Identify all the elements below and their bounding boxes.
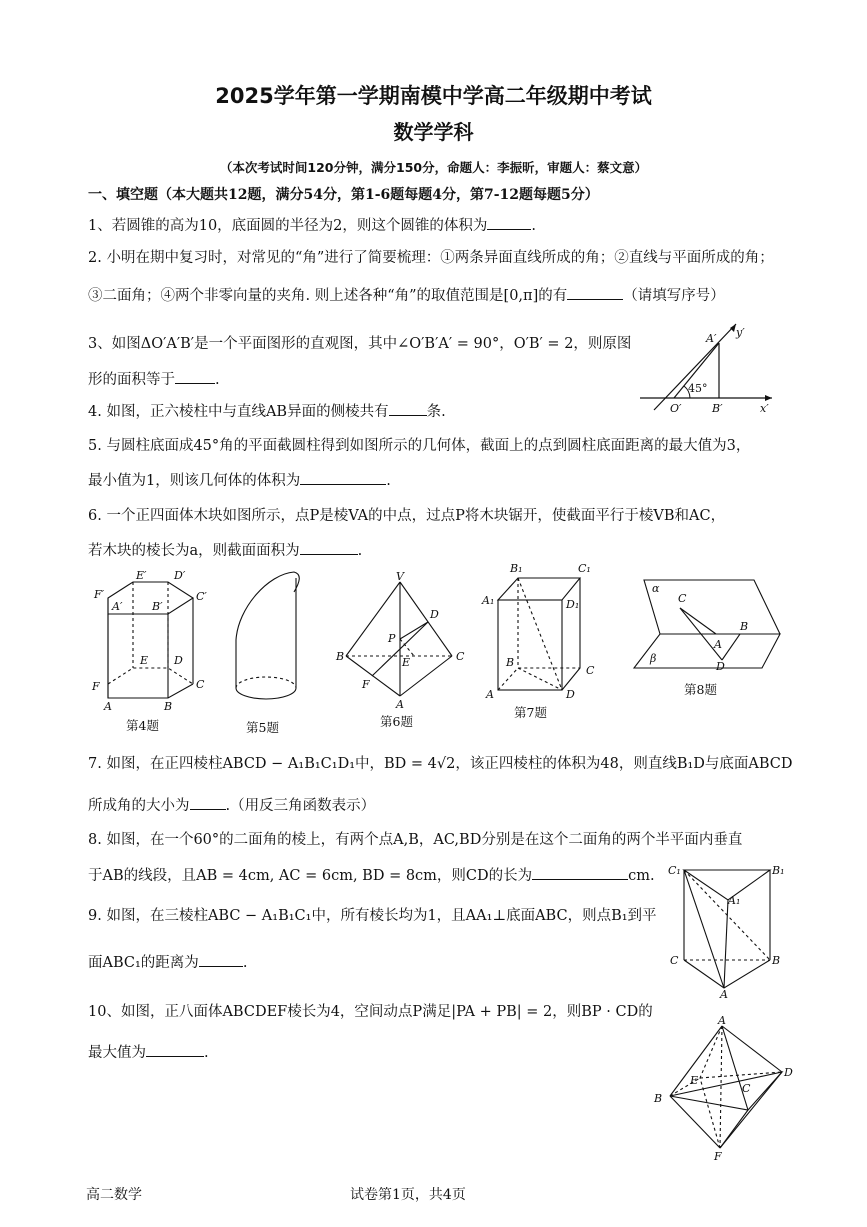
figure-q8-dihedral [630, 574, 790, 674]
bottom-back [108, 668, 193, 684]
question-8-line1: 8. 如图，在一个60°的二面角的棱上，有两个点A,B，AC,BD分别是在这个二面角的两个半平面内垂直 [88, 832, 743, 848]
axis-AF [720, 1026, 722, 1148]
edge-AD [722, 1026, 782, 1072]
label-F: F [362, 678, 370, 691]
label-C1: C₁ [668, 864, 681, 877]
label-B: B [772, 954, 781, 967]
exam-title: 2025学年第一学期南模中学高二年级期中考试 [215, 84, 652, 108]
q1-text: 1、若圆锥的高为10，底面圆的半径为2，则这个圆锥的体积为 [88, 218, 488, 234]
caption-fig8: 第8题 [684, 682, 717, 697]
label-angle: 45° [688, 382, 708, 395]
caption-fig5: 第5题 [246, 720, 279, 735]
q10-text: 最大值为 [88, 1045, 146, 1061]
label-D: D [430, 608, 439, 621]
edge-BA [346, 656, 400, 696]
base-back [236, 677, 296, 688]
label-A: A [720, 988, 728, 1001]
label-C2: C′ [196, 590, 207, 603]
question-8-line2 [88, 865, 655, 886]
question-7-line2 [88, 795, 375, 816]
q7-text: 所成角的大小为 [88, 798, 190, 814]
answer-blank [389, 401, 427, 416]
label-A: A [104, 700, 112, 713]
caption-fig4: 第4题 [126, 718, 159, 733]
label-F: F [92, 680, 100, 693]
label-B1: B₁ [510, 562, 523, 575]
question-6-line1: 6. 一个正四面体木块如图所示，点P是棱VA的中点，过点P将木块锯开，使截面平行于棱VB和AC， [88, 508, 726, 524]
label-A: A [718, 1014, 726, 1027]
label-P: P [388, 632, 396, 645]
section-line-2 [400, 622, 428, 639]
question-10-line1: 10、如图，正八面体ABCDEF棱长为4，空间动点P满足|PA + PB| = 2，则BP · CD的 [88, 1004, 653, 1020]
label-A1: A₁ [728, 894, 741, 907]
question-5-line1: 5. 与圆柱底面成45°角的平面截圆柱得到如图所示的几何体，截面上的点到圆柱底面距离的最大值为3， [88, 438, 751, 454]
q5-text: 最小值为1，则该几何体的体积为 [88, 473, 301, 489]
figure-q7-square-prism [478, 560, 608, 705]
subject-title: 数学学科 [393, 120, 474, 144]
label-B: B [164, 700, 173, 713]
question-4 [88, 401, 446, 422]
q4-end: 条. [426, 404, 446, 420]
label-C1: C₁ [578, 562, 591, 575]
front-edges [670, 1072, 782, 1110]
question-7-line1: 7. 如图，在正四棱柱ABCD − A₁B₁C₁D₁中，BD = 4√2，该正四棱柱的体积为48，则直线B₁D与底面ABCD [88, 756, 793, 772]
bottom-front [108, 684, 193, 698]
label-B: B [336, 650, 345, 663]
footer-subject: 高二数学 [86, 1187, 142, 1203]
y-axis [654, 324, 736, 410]
label-A: A [714, 638, 722, 651]
upper-plane [644, 580, 780, 634]
label-C: C [670, 954, 679, 967]
label-E: E [690, 1074, 699, 1087]
label-alpha: α [652, 582, 660, 595]
label-B1: B₁ [772, 864, 785, 877]
label-D: D [566, 688, 575, 701]
answer-blank [487, 215, 531, 230]
answer-blank [300, 540, 358, 555]
q9-text: 面ABC₁的距离为 [88, 955, 199, 971]
question-9-line1: 9. 如图，在三棱柱ABC − A₁B₁C₁中，所有棱长均为1，且AA₁⊥底面ABC，则点B₁到平 [88, 908, 657, 924]
question-6-line2 [88, 540, 362, 561]
bottom-front [684, 960, 770, 988]
label-y: y′ [736, 326, 745, 339]
figure-q10-octahedron [650, 1014, 800, 1163]
caption-fig7: 第7题 [514, 705, 547, 720]
question-5-line2 [88, 470, 391, 491]
q8-text: 于AB的线段，且AB = 4cm, AC = 6cm, BD = 8cm，则CD的长为 [88, 868, 533, 884]
label-A: A [486, 688, 494, 701]
q6-text: 若木块的棱长为a，则截面面积为 [88, 543, 300, 559]
label-V: V [396, 570, 404, 583]
label-O: O′ [670, 402, 682, 415]
question-10-line2 [88, 1042, 209, 1063]
label-x: x′ [760, 402, 769, 415]
question-1 [88, 215, 536, 236]
edge-AC [722, 1026, 748, 1110]
answer-blank [175, 369, 215, 384]
top-triangle [684, 870, 770, 900]
q10-end: . [204, 1045, 209, 1061]
label-B: B [506, 656, 515, 669]
q1-end: . [531, 218, 537, 234]
q6-end: . [357, 543, 363, 559]
answer-blank [300, 470, 386, 485]
question-2-line2 [88, 285, 725, 306]
label-D: D [784, 1066, 793, 1079]
x-arrow [765, 395, 772, 401]
hidden-bottom [498, 668, 580, 690]
right-edges [562, 578, 580, 690]
diagonal-C1B [684, 870, 770, 960]
label-A: A′ [706, 332, 717, 345]
q4-text: 4. 如图，正六棱柱中与直线AB异面的侧棱共有 [88, 404, 389, 420]
q8-end: cm. [628, 868, 655, 884]
figure-q4-hexagonal-prism [88, 568, 218, 713]
label-A2: A′ [112, 600, 123, 613]
label-C: C [586, 664, 595, 677]
exam-info: （本次考试时间120分钟，满分150分，命题人：李振昕，审题人：蔡文意） [219, 160, 648, 175]
label-E: E [140, 654, 149, 667]
diagonal-B1D [518, 578, 562, 690]
q2-text-b: 的有 [538, 288, 568, 304]
label-B2: B′ [152, 600, 163, 613]
answer-blank [190, 795, 226, 810]
question-9-line2 [88, 952, 247, 973]
label-C: C [456, 650, 465, 663]
question-3-line1: 3、如图ΔO′A′B′是一个平面图形的直观图，其中∠O′B′A′ = 90°，O′B′ = 2，则原图 [88, 336, 632, 352]
label-beta: β [650, 652, 657, 665]
label-C: C [678, 592, 687, 605]
section-heading: 一、填空题（本大题共12题，满分54分，第1-6题每题4分，第7-12题每题5分） [88, 187, 599, 203]
figure-q9-triangular-prism [662, 860, 792, 1000]
answer-blank [532, 865, 628, 880]
label-F: F [714, 1150, 722, 1163]
label-B: B [740, 620, 749, 633]
label-E2: E′ [136, 569, 147, 582]
question-3-line2 [88, 369, 220, 390]
q2-text: ③二面角；④两个非零向量的夹角. 则上述各种“角”的取值范围是 [88, 288, 504, 304]
figure-q3 [640, 318, 780, 418]
diagonal-C1A [684, 870, 724, 988]
label-A: A [396, 698, 404, 711]
segment-BD [722, 634, 740, 660]
label-D: D [174, 654, 183, 667]
label-B: B′ [712, 402, 723, 415]
label-C: C [742, 1082, 751, 1095]
label-E: E [402, 656, 411, 669]
figure-q6-tetrahedron [332, 570, 472, 711]
figure-q5-cut-cylinder [228, 568, 308, 713]
label-C: C [196, 678, 205, 691]
label-D: D [716, 660, 725, 673]
answer-blank [567, 285, 623, 300]
footer-page: 试卷第1页，共4页 [350, 1187, 466, 1203]
q5-end: . [386, 473, 391, 489]
q2-note: （请填写序号） [623, 288, 725, 304]
diagonal-BD [518, 668, 562, 690]
label-D2: D′ [174, 569, 186, 582]
cut-ellipse [236, 572, 299, 640]
label-B: B [654, 1092, 663, 1105]
q3-end: . [215, 372, 220, 388]
base-front [236, 688, 296, 699]
q9-end: . [242, 955, 248, 971]
answer-blank [146, 1042, 204, 1057]
q2-range: [0,π] [503, 288, 539, 304]
q3-text: 形的面积等于 [88, 372, 175, 388]
answer-blank [199, 952, 243, 967]
caption-fig6: 第6题 [380, 714, 413, 729]
question-2-line1: 2. 小明在期中复习时，对常见的“角”进行了简要梳理：①两条异面直线所成的角；②直线与平面所成的角； [88, 250, 774, 266]
front-face [498, 600, 562, 690]
q7-note: .（用反三角函数表示） [225, 798, 376, 814]
label-D1: D₁ [566, 598, 580, 611]
edge-VC [400, 582, 452, 656]
label-A1: A₁ [482, 594, 495, 607]
top-face [498, 578, 580, 600]
label-F2: F′ [94, 588, 105, 601]
